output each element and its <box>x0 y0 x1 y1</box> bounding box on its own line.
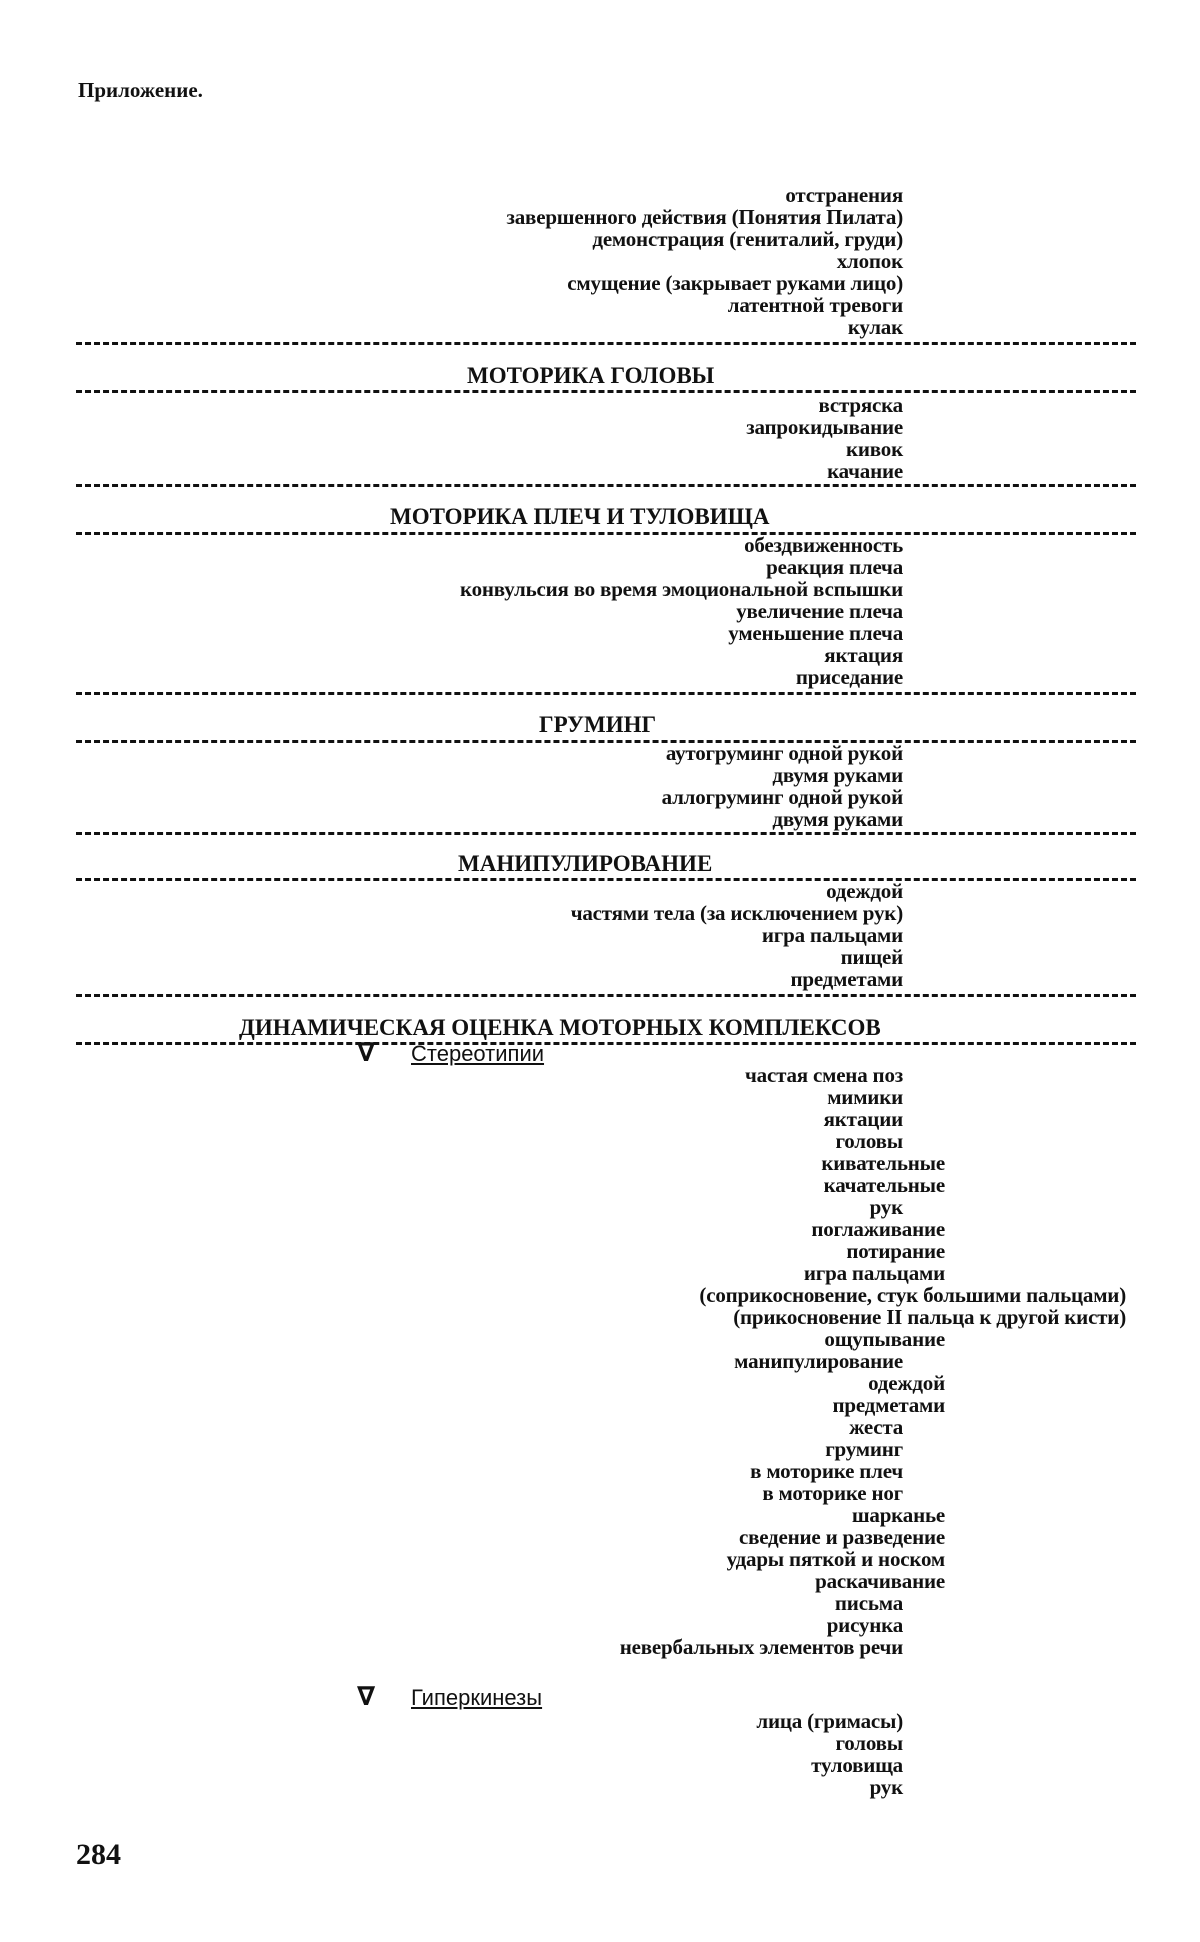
list-item: головы <box>835 1129 903 1153</box>
divider <box>76 692 1136 695</box>
list-item: предметами <box>832 1393 945 1417</box>
list-item: пищей <box>840 945 903 969</box>
list-item: (прикосновение II пальца к другой кисти) <box>733 1305 1126 1329</box>
subsection-hyperkinesis <box>357 1682 542 1712</box>
list-item: невербальных элементов речи <box>619 1635 903 1659</box>
subsection-label: Гиперкинезы <box>411 1685 543 1710</box>
list-item: головы <box>835 1731 903 1755</box>
list-item: игра пальцами <box>803 1261 945 1285</box>
section-title-manipulation: МАНИПУЛИРОВАНИЕ <box>458 851 713 876</box>
divider <box>76 484 1136 487</box>
list-item: предметами <box>790 967 903 991</box>
list-item: раскачивание <box>815 1569 945 1593</box>
list-item: жеста <box>849 1415 903 1439</box>
list-item: одеждой <box>826 879 903 903</box>
list-item: латентной тревоги <box>727 293 903 317</box>
list-item: поглаживание <box>811 1217 945 1241</box>
page-number: 284 <box>76 1838 121 1871</box>
list-item: груминг <box>825 1437 903 1461</box>
section-title-grooming: ГРУМИНГ <box>539 712 657 737</box>
list-item: реакция плеча <box>766 555 903 579</box>
list-item: аллогруминг одной рукой <box>661 785 903 809</box>
divider <box>76 994 1136 997</box>
list-item: манипулирование <box>734 1349 903 1373</box>
subsection-label: Стереотипии <box>411 1041 545 1066</box>
list-item: лица (гримасы) <box>756 1709 903 1733</box>
list-item: в моторике ног <box>762 1481 903 1505</box>
list-item: игра пальцами <box>761 923 903 947</box>
list-item: частями тела (за исключением рук) <box>570 901 903 925</box>
list-item: кулак <box>847 315 903 339</box>
list-item: конвульсия во время эмоциональной вспышки <box>459 577 903 601</box>
list-item: удары пяткой и носком <box>726 1547 945 1571</box>
list-item: отстранения <box>785 183 903 207</box>
list-item: увеличение плеча <box>736 599 903 623</box>
subsection-stereotypies <box>357 1038 544 1068</box>
divider <box>76 832 1136 835</box>
section-title-shoulders: МОТОРИКА ПЛЕЧ И ТУЛОВИЩА <box>390 504 770 529</box>
list-item: качание <box>827 459 903 483</box>
list-item: обездвиженность <box>744 533 903 557</box>
list-item: кивок <box>846 437 903 461</box>
list-item: яктация <box>824 643 903 667</box>
list-item: двумя руками <box>772 807 903 831</box>
list-item: смущение (закрывает руками лицо) <box>567 271 903 295</box>
divider <box>76 390 1136 393</box>
list-item: частая смена поз <box>745 1063 903 1087</box>
list-item: мимики <box>827 1085 903 1109</box>
divider <box>76 740 1136 743</box>
divider <box>76 1042 1136 1045</box>
list-item: рук <box>869 1195 903 1219</box>
list-item: уменьшение плеча <box>728 621 903 645</box>
triangle-down-icon: ∇ <box>357 1682 376 1712</box>
divider <box>76 342 1136 345</box>
section-title-dynamic: ДИНАМИЧЕСКАЯ ОЦЕНКА МОТОРНЫХ КОМПЛЕКСОВ <box>239 1015 881 1040</box>
list-item: шарканье <box>851 1503 945 1527</box>
list-item: (соприкосновение, стук большими пальцами) <box>699 1283 1126 1307</box>
page-header: Приложение. <box>78 78 203 102</box>
list-item: туловища <box>811 1753 903 1777</box>
list-item: рисунка <box>826 1613 903 1637</box>
list-item: в моторике плеч <box>750 1459 903 1483</box>
triangle-down-icon: ∇ <box>357 1038 376 1068</box>
list-item: приседание <box>795 665 903 689</box>
list-item: хлопок <box>836 249 903 273</box>
list-item: письма <box>834 1591 903 1615</box>
list-item: запрокидывание <box>746 415 903 439</box>
list-item: одеждой <box>868 1371 945 1395</box>
list-item: завершенного действия (Понятия Пилата) <box>506 205 903 229</box>
list-item: встряска <box>818 393 903 417</box>
list-item: рук <box>869 1775 903 1799</box>
section-title-head: МОТОРИКА ГОЛОВЫ <box>467 363 715 388</box>
list-item: качательные <box>823 1173 945 1197</box>
list-item: сведение и разведение <box>738 1525 945 1549</box>
list-item: демонстрация (гениталий, груди) <box>592 227 903 251</box>
list-item: ощупывание <box>824 1327 945 1351</box>
list-item: потирание <box>846 1239 945 1263</box>
divider <box>76 532 1136 535</box>
list-item: двумя руками <box>772 763 903 787</box>
divider <box>76 878 1136 881</box>
list-item: кивательные <box>821 1151 945 1175</box>
list-item: яктации <box>823 1107 903 1131</box>
list-item: аутогруминг одной рукой <box>665 741 903 765</box>
